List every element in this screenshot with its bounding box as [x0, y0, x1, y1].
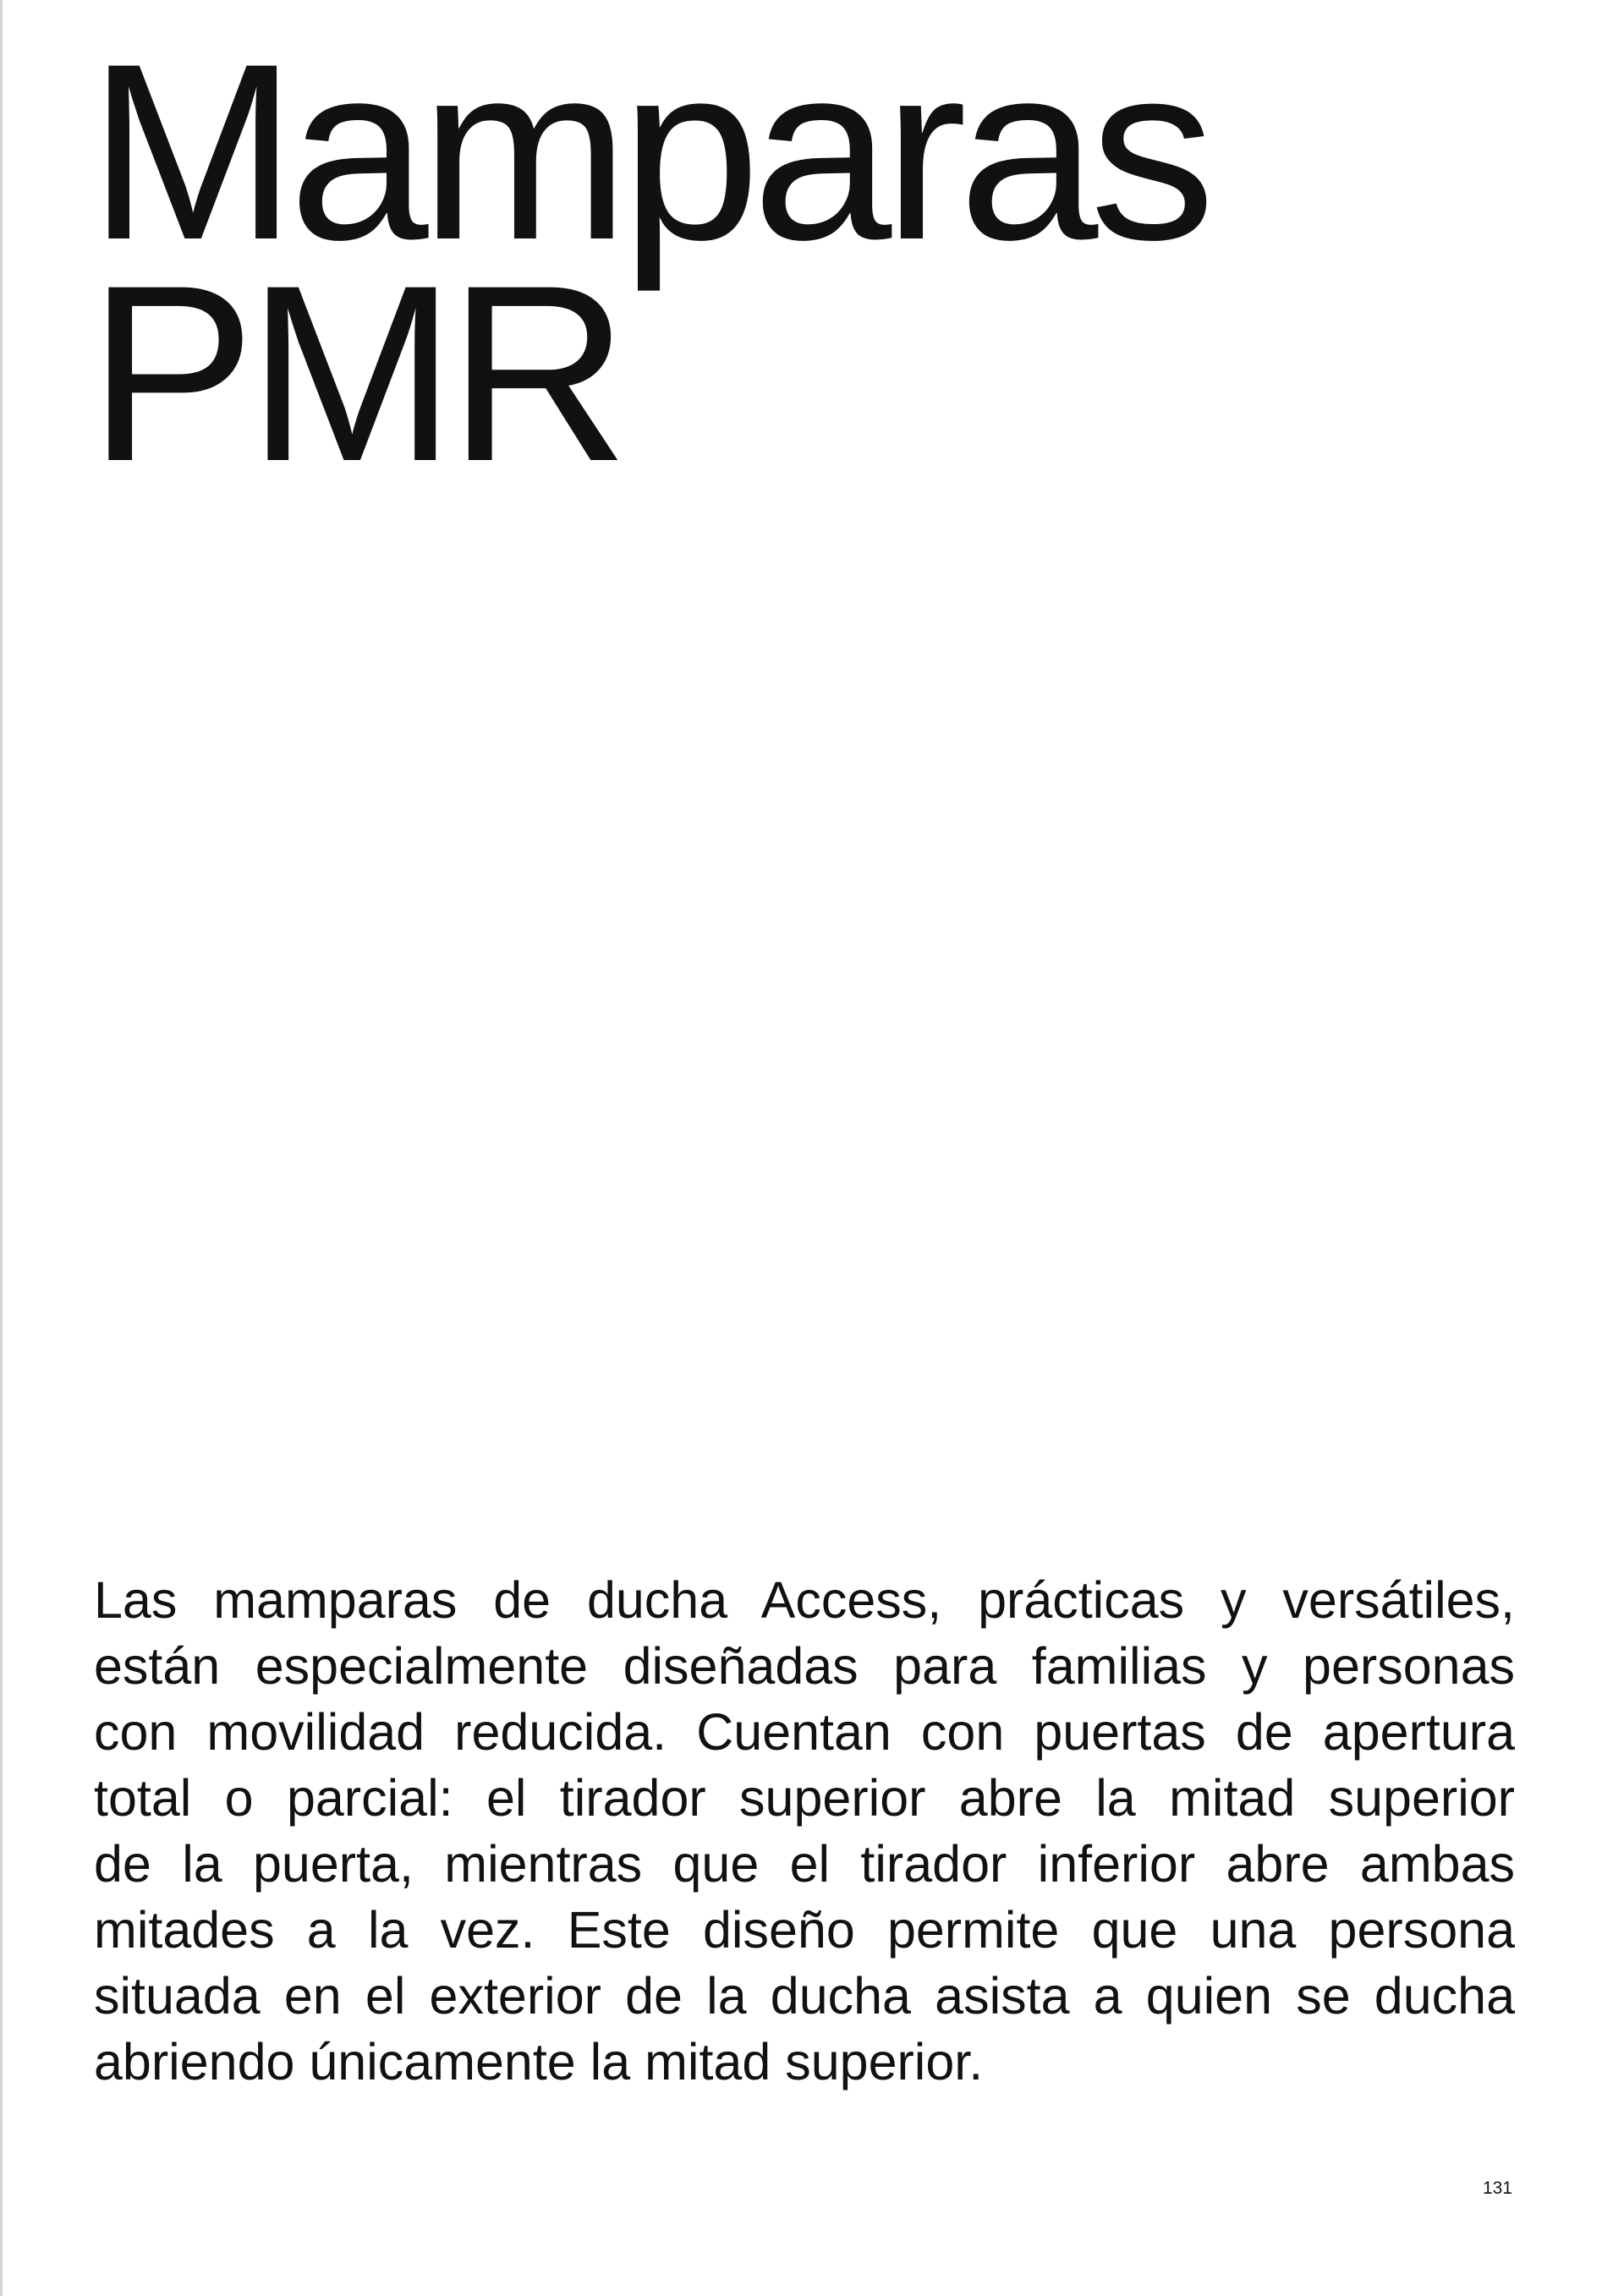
body-line: con movilidad reducida. Cuentan con puertas de apertura	[94, 1703, 1515, 1761]
body-line: situada en el exterior de la ducha asista a quien se ducha	[94, 1967, 1515, 2025]
page-number: 131	[1482, 2178, 1512, 2198]
body-line: Las mamparas de ducha Access, prácticas y versátiles,	[94, 1571, 1515, 1629]
body-line: mitades a la vez. Este diseño permite que una persona	[94, 1901, 1515, 1959]
page-title	[88, 11, 1207, 513]
title-line-1: Mamparas	[88, 11, 1207, 292]
body-paragraph	[94, 1567, 1515, 2095]
body-line: abriendo únicamente la mitad superior.	[94, 2033, 984, 2091]
body-line: están especialmente diseñadas para familias y personas	[94, 1637, 1515, 1695]
body-line: total o parcial: el tirador superior abre la mitad superior	[94, 1769, 1515, 1827]
body-line: de la puerta, mientras que el tirador inferior abre ambas	[94, 1835, 1515, 1893]
page-edge	[0, 0, 3, 2296]
title-line-2: PMR	[88, 233, 621, 513]
